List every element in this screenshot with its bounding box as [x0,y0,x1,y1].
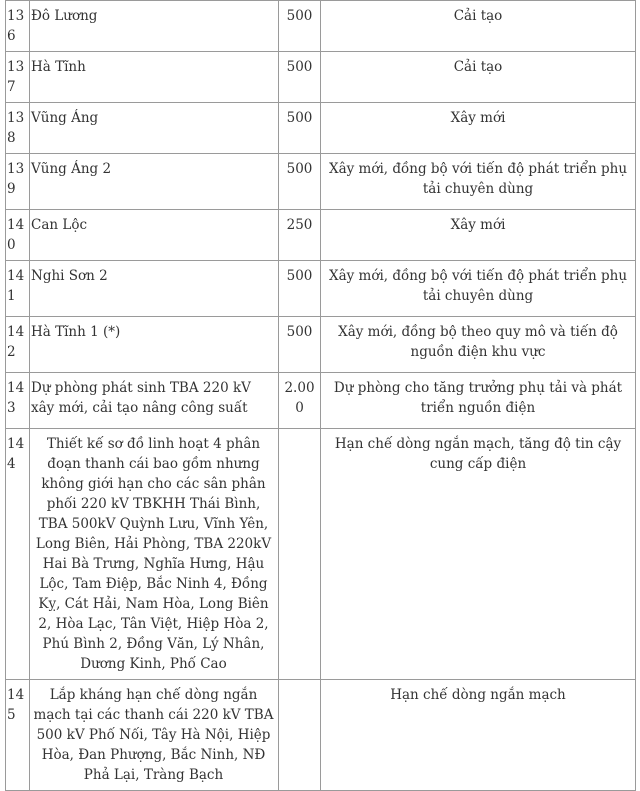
substation-name: Can Lộc [30,210,279,261]
row-number: 145 [6,680,30,791]
capacity-mva: 500 [279,1,321,52]
project-note: Xây mới [321,210,636,261]
substation-name: Đô Lương [30,1,279,52]
table-row [6,52,636,103]
project-note: Hạn chế dòng ngắn mạch, tăng độ tin cậy cung cấp điện [321,429,636,680]
capacity-mva [279,680,321,791]
capacity-mva: 500 [279,261,321,317]
capacity-mva: 500 [279,317,321,373]
substation-name: Vũng Áng [30,103,279,154]
project-note: Dự phòng cho tăng trưởng phụ tải và phát triển nguồn điện [321,373,636,429]
row-number: 140 [6,210,30,261]
table-row [6,317,636,373]
project-note: Xây mới [321,103,636,154]
table-row [6,210,636,261]
row-number: 142 [6,317,30,373]
capacity-mva: 2.000 [279,373,321,429]
table-row [6,1,636,52]
table-row [6,154,636,210]
project-note: Cải tạo [321,1,636,52]
row-number: 144 [6,429,30,680]
capacity-mva: 500 [279,103,321,154]
substation-name: Hà Tĩnh 1 (*) [30,317,279,373]
table-row [6,103,636,154]
substation-name: Dự phòng phát sinh TBA 220 kV xây mới, cải tạo nâng công suất [30,373,279,429]
capacity-mva: 250 [279,210,321,261]
capacity-mva [279,429,321,680]
capacity-mva: 500 [279,154,321,210]
project-note: Xây mới, đồng bộ với tiến độ phát triển phụ tải chuyên dùng [321,154,636,210]
project-note: Cải tạo [321,52,636,103]
table-row [6,373,636,429]
substation-name: Vũng Áng 2 [30,154,279,210]
project-note: Xây mới, đồng bộ theo quy mô và tiến độ nguồn điện khu vực [321,317,636,373]
project-note: Hạn chế dòng ngắn mạch [321,680,636,791]
row-number: 143 [6,373,30,429]
table-row [6,261,636,317]
substation-name: Thiết kế sơ đồ linh hoạt 4 phân đoạn thanh cái bao gồm nhưng không giới hạn cho các sân phân phối 220 kV TBKHH Thái Bình, TBA 500kV Quỳnh Lưu, Vĩnh Yên, Long Biên, Hải Phòng, TBA 220kV Hai Bà Trưng, Nghĩa Hưng, Hậu Lộc, Tam Điệp, Bắc Ninh 4, Đồng Kỵ, Cát Hải, Nam Hòa, Long Biên 2, Hòa Lạc, Tân Việt, Hiệp Hòa 2, Phú Bình 2, Đồng Văn, Lý Nhân, Dương Kinh, Phố Cao [30,429,279,680]
row-number: 136 [6,1,30,52]
capacity-mva: 500 [279,52,321,103]
row-number: 139 [6,154,30,210]
substation-name: Lắp kháng hạn chế dòng ngắn mạch tại các thanh cái 220 kV TBA 500 kV Phố Nối, Tây Hà Nội, Hiệp Hòa, Đan Phượng, Bắc Ninh, NĐ Phả Lại, Tràng Bạch [30,680,279,791]
substation-table [5,0,636,791]
project-note: Xây mới, đồng bộ với tiến độ phát triển phụ tải chuyên dùng [321,261,636,317]
substation-name: Nghi Sơn 2 [30,261,279,317]
row-number: 138 [6,103,30,154]
row-number: 141 [6,261,30,317]
table-row [6,680,636,791]
table-row [6,429,636,680]
row-number: 137 [6,52,30,103]
substation-name: Hà Tĩnh [30,52,279,103]
